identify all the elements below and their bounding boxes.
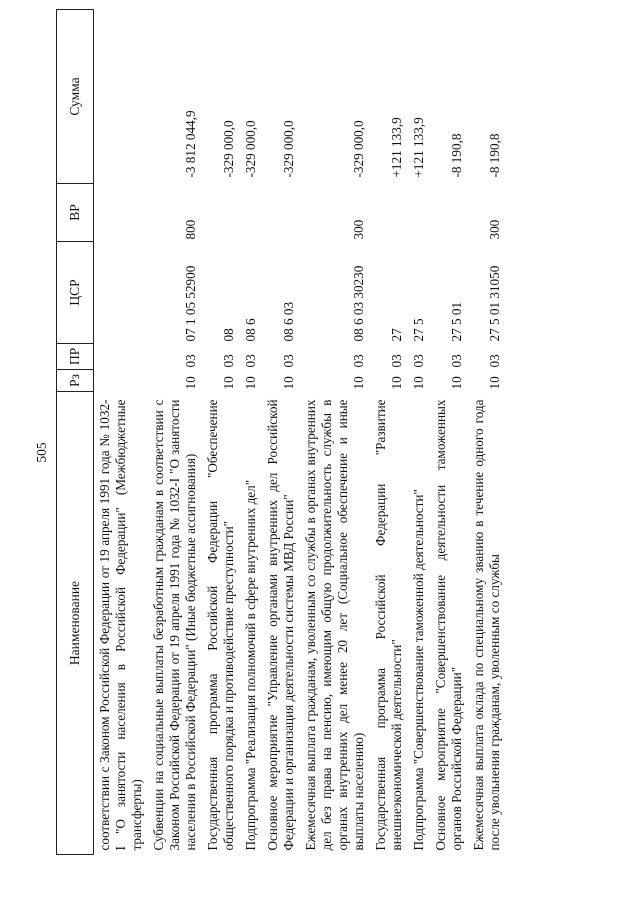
table-row	[148, 10, 202, 855]
cell-csr	[94, 242, 149, 344]
cell-vr: 300	[487, 219, 502, 240]
table-row	[262, 10, 300, 855]
cell-name: Подпрограмма "Совершенствование таможенной деятельности"	[411, 489, 426, 851]
page-number: 505	[34, 442, 49, 463]
table-row	[202, 10, 240, 855]
table-row	[468, 10, 506, 855]
cell-rz: 10	[487, 376, 502, 390]
table-row	[430, 10, 468, 855]
cell-sum: -329 000,0	[281, 120, 296, 178]
cell-pr	[94, 344, 149, 370]
cell-rz: 10	[449, 376, 464, 390]
cell-sum: -329 000,0	[221, 120, 236, 178]
cell-rz: 10	[389, 376, 404, 390]
column-header-pr: ПР	[57, 344, 94, 370]
table-row	[300, 10, 370, 855]
cell-pr: 03	[243, 354, 258, 368]
cell-sum: -8 190,8	[449, 133, 464, 178]
cell-name: Ежемесячная выплата гражданам, уволенным со службы в органах внутренних дел без права на пенсию, имеющим общую продолжительность службы в органах внутренних дел менее 20 лет (Социальное обеспечение и иные выплаты населению)	[303, 399, 366, 851]
cell-name: соответствии с Законом Российской Федерации от 19 апреля 1991 года № 1032-I "О занятости населения в Российской Федерации" (Межбюджетные трансферты)	[97, 399, 144, 851]
cell-rz: 10	[243, 376, 258, 390]
cell-name: Государственная программа Российской Федерации "Обеспечение общественного порядка и противодействие преступности"	[205, 399, 236, 851]
cell-rz: 10	[411, 376, 426, 390]
table-row	[370, 10, 408, 855]
cell-vr	[240, 184, 262, 242]
column-header-sum: Сумма	[57, 10, 94, 184]
cell-csr: 08 6	[243, 318, 258, 342]
cell-csr: 27 5	[411, 318, 426, 342]
cell-pr: 03	[449, 354, 464, 368]
cell-vr	[430, 184, 468, 242]
cell-pr: 03	[411, 354, 426, 368]
cell-name: Подпрограмма "Реализация полномочий в сфере внутренних дел"	[243, 479, 258, 851]
cell-name: Государственная программа Российской Федерации "Развитие внешнеэкономической деятельности"	[373, 399, 404, 851]
cell-rz: 10	[183, 376, 198, 390]
cell-sum: -329 000,0	[351, 120, 366, 178]
budget-table	[56, 9, 506, 855]
cell-csr: 07 1 05 52900	[183, 265, 198, 342]
cell-csr: 27 5 01 31050	[487, 265, 502, 342]
table-row	[240, 10, 262, 855]
cell-pr: 03	[183, 354, 198, 368]
table-row	[94, 10, 149, 855]
cell-pr: 03	[351, 354, 366, 368]
cell-csr: 08 6 03	[281, 301, 296, 342]
cell-name: Субвенции на социальные выплаты безработным гражданам в соответствии с Законом Российской Федерации от 19 апреля 1991 года № 1032-I "О занятости населения в Российской Федерации" (Иные бюджетные ассигнования)	[151, 399, 198, 851]
cell-rz: 10	[281, 376, 296, 390]
cell-sum: +121 133,9	[389, 117, 404, 178]
cell-name: Ежемесячная выплата оклада по специальному званию в течение одного года после увольнения гражданам, уволенным со службы	[471, 399, 502, 851]
cell-sum: -3 812 044,9	[183, 110, 198, 178]
cell-csr: 27	[389, 328, 404, 342]
table-row	[408, 10, 430, 855]
cell-vr: 800	[183, 219, 198, 240]
cell-vr	[94, 184, 149, 242]
cell-pr: 03	[487, 354, 502, 368]
cell-vr	[370, 184, 408, 242]
cell-rz: 10	[351, 376, 366, 390]
cell-vr	[408, 184, 430, 242]
column-header-vr: ВР	[57, 184, 94, 242]
column-header-csr: ЦСР	[57, 242, 94, 344]
cell-csr: 08	[221, 328, 236, 342]
cell-csr: 27 5 01	[449, 301, 464, 342]
cell-rz: 10	[221, 376, 236, 390]
column-header-name: Наименование	[57, 392, 94, 855]
cell-name: Основное мероприятие "Совершенствование деятельности таможенных органов Российской Федерации"	[433, 399, 464, 851]
cell-rz	[94, 370, 149, 392]
cell-sum	[94, 10, 149, 184]
cell-csr: 08 6 03 30230	[351, 265, 366, 342]
cell-sum: -329 000,0	[243, 120, 258, 178]
cell-vr	[262, 184, 300, 242]
cell-sum: +121 133,9	[411, 117, 426, 178]
cell-pr: 03	[221, 354, 236, 368]
cell-vr: 300	[351, 219, 366, 240]
column-header-rz: Рз	[57, 370, 94, 392]
cell-name: Основное мероприятие "Управление органами внутренних дел Российской Федерации и организация деятельности системы МВД России"	[265, 399, 296, 851]
cell-pr: 03	[281, 354, 296, 368]
cell-sum: -8 190,8	[487, 133, 502, 178]
cell-pr: 03	[389, 354, 404, 368]
cell-vr	[202, 184, 240, 242]
table-header-row	[57, 10, 94, 855]
